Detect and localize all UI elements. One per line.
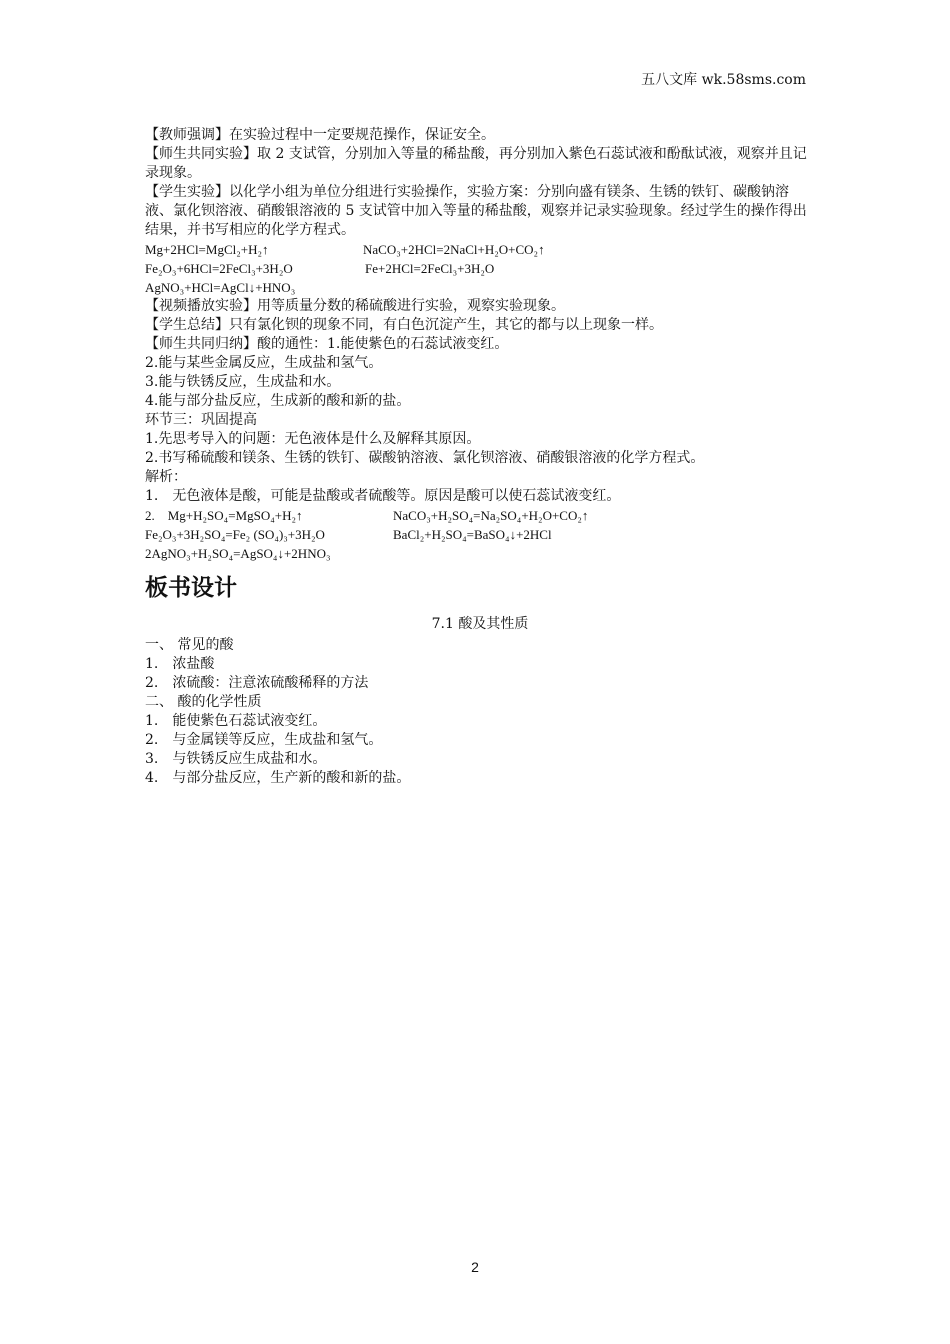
- paragraph: 1. 无色液体是酸，可能是盐酸或者硫酸等。原因是酸可以使石蕊试液变红。: [145, 488, 621, 504]
- list-item: 4. 与部分盐反应，生产新的酸和新的盐。: [145, 770, 411, 786]
- paragraph: 1.先思考导入的问题：无色液体是什么及解释其原因。: [145, 431, 481, 447]
- paragraph: 【教师强调】在实验过程中一定要规范操作，保证安全。: [145, 127, 495, 143]
- paragraph: 【学生实验】以化学小组为单位分组进行实验操作，实验方案：分别向盛有镁条、生锈的铁钉、碳酸钠溶液、氯化钡溶液、硝酸银溶液的 5 支试管中加入等量的稀盐酸，观察并记录实验现象。经过学生的操作得出结果，并书写相应的化学方程式。: [145, 184, 807, 238]
- list-item: 3. 与铁锈反应生成盐和水。: [145, 751, 327, 767]
- equation-row: [145, 544, 815, 563]
- document-body: [145, 126, 815, 788]
- equation: Mg+2HCl=MgCl₂+H₂↑: [145, 242, 269, 257]
- list-item: 一、 常见的酸: [145, 637, 234, 653]
- paragraph: 环节三：巩固提高: [145, 412, 257, 428]
- paragraph: 【视频播放实验】用等质量分数的稀硫酸进行实验，观察实验现象。: [145, 298, 565, 314]
- equation: AgNO₃+HCl=AgCl↓+HNO₃: [145, 280, 296, 295]
- paragraph: 3.能与铁锈反应，生成盐和水。: [145, 374, 341, 390]
- equation-row: [145, 525, 815, 544]
- list-item: 2. 浓硫酸：注意浓硫酸稀释的方法: [145, 675, 369, 691]
- equation: Fe₂O₃+6HCl=2FeCl₃+3H₂O: [145, 261, 293, 276]
- equation-row: [145, 506, 815, 525]
- list-item: 1. 浓盐酸: [145, 656, 215, 672]
- equation: 2AgNO₃+H₂SO₄=AgSO₄↓+2HNO₃: [145, 546, 331, 561]
- page-number: 2: [471, 1259, 479, 1275]
- list-item: 1. 能使紫色石蕊试液变红。: [145, 713, 327, 729]
- section-heading: 板书设计: [145, 574, 237, 601]
- list-item: 二、 酸的化学性质: [145, 694, 262, 710]
- equation-row: [145, 278, 815, 297]
- equation-row: [145, 240, 815, 259]
- paragraph: 解析：: [145, 469, 187, 485]
- paragraph: 【师生共同实验】取 2 支试管，分别加入等量的稀盐酸，再分别加入紫色石蕊试液和酚酞试液，观察并且记录现象。: [145, 146, 807, 181]
- equation: 2. Mg+H₂SO₄=MgSO₄+H₂↑: [145, 508, 303, 523]
- paragraph: 2.书写稀硫酸和镁条、生锈的铁钉、碳酸钠溶液、氯化钡溶液、硝酸银溶液的化学方程式。: [145, 450, 705, 466]
- equation-row: [145, 259, 815, 278]
- equation: Fe₂O₃+3H₂SO₄=Fe₂ (SO₄)₃+3H₂O: [145, 527, 325, 542]
- board-title: 7.1 酸及其性质: [431, 616, 529, 632]
- paragraph: 【师生共同归纳】酸的通性：1.能使紫色的石蕊试液变红。: [145, 336, 509, 352]
- equation: BaCl₂+H₂SO₄=BaSO₄↓+2HCl: [393, 527, 552, 542]
- paragraph: 【学生总结】只有氯化钡的现象不同，有白色沉淀产生，其它的都与以上现象一样。: [145, 317, 663, 333]
- list-item: 2. 与金属镁等反应，生成盐和氢气。: [145, 732, 383, 748]
- paragraph: 2.能与某些金属反应，生成盐和氢气。: [145, 355, 383, 371]
- header-site: 五八文库 wk.58sms.com: [641, 72, 806, 88]
- equation: NaCO₃+2HCl=2NaCl+H₂O+CO₂↑: [363, 242, 545, 257]
- equation: NaCO₃+H₂SO₄=Na₂SO₄+H₂O+CO₂↑: [393, 508, 589, 523]
- equation: Fe+2HCl=2FeCl₃+3H₂O: [365, 261, 495, 276]
- paragraph: 4.能与部分盐反应，生成新的酸和新的盐。: [145, 393, 411, 409]
- board-list: [145, 636, 815, 788]
